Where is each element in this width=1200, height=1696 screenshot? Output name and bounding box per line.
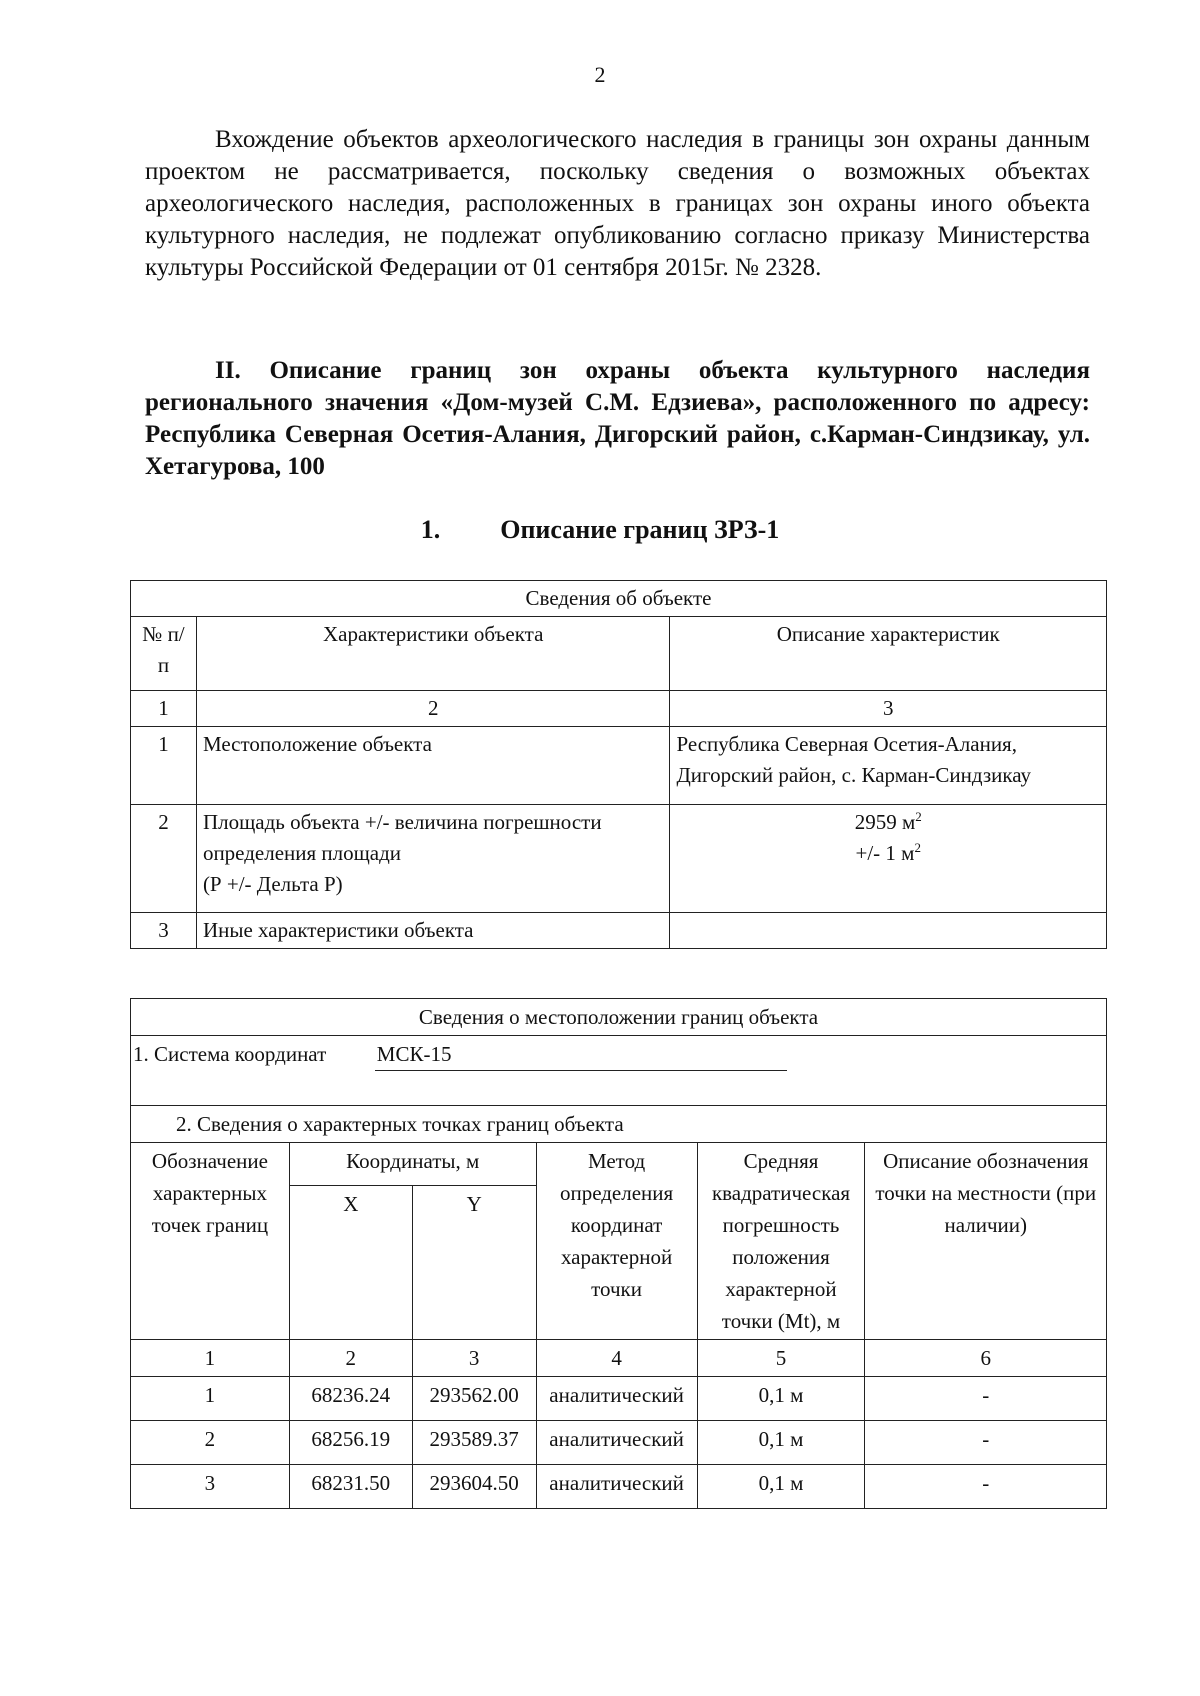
unit-power: 2	[914, 840, 921, 855]
table-row	[131, 805, 1107, 913]
location-table-caption: Сведения о местоположении границ объекта	[131, 999, 1107, 1036]
header-description: Описание характеристик	[670, 617, 1107, 691]
table-row	[131, 1377, 1107, 1421]
table-row	[131, 727, 1107, 805]
x-cell: 68256.19	[289, 1421, 412, 1465]
column-number-cell: 4	[536, 1340, 697, 1377]
header-rms: Средняя квадратическая погрешность положения характерной точки (Mt), м	[697, 1143, 865, 1340]
column-number-cell: 3	[412, 1340, 536, 1377]
header-y: Y	[412, 1186, 536, 1340]
area-error-line	[676, 838, 1100, 869]
column-number-cell: 5	[697, 1340, 865, 1377]
area-error: +/- 1 м	[855, 841, 915, 865]
column-number-cell: 2	[196, 691, 670, 727]
method-cell: аналитический	[536, 1421, 697, 1465]
characteristic-cell	[196, 805, 670, 913]
header-characteristics: Характеристики объекта	[196, 617, 670, 691]
description-cell: Республика Северная Осетия-Алания, Дигорский район, с. Карман-Синдзикау	[670, 727, 1107, 805]
location-table	[130, 998, 1107, 1509]
description-cell	[670, 805, 1107, 913]
object-table-caption: Сведения об объекте	[131, 581, 1107, 617]
point-cell: 3	[131, 1465, 290, 1509]
y-cell: 293589.37	[412, 1421, 536, 1465]
rms-cell: 0,1 м	[697, 1421, 865, 1465]
area-value-line	[676, 807, 1100, 838]
characteristic-cell: Местоположение объекта	[196, 727, 670, 805]
characteristic-cell: Иные характеристики объекта	[196, 913, 670, 949]
coord-system-value: МСК-15	[375, 1038, 787, 1071]
coord-system-label: 1. Система координат	[133, 1042, 327, 1066]
subsection-heading	[0, 515, 1200, 545]
column-number-cell: 1	[131, 1340, 290, 1377]
area-value: 2959 м	[854, 810, 916, 834]
column-number-cell: 2	[289, 1340, 412, 1377]
header-point-description: Описание обозначения точки на местности (при наличии)	[865, 1143, 1107, 1340]
subsection-title: Описание границ ЗРЗ-1	[500, 515, 780, 544]
point-description-cell: -	[865, 1377, 1107, 1421]
intro-paragraph: Вхождение объектов археологического наследия в границы зон охраны данным проектом не рассматривается, поскольку сведения о возможных объектах археологического наследия, расположенных в границах зон охраны иного объекта культурного наследия, не подлежат опубликованию согласно приказу Министерства культуры Российской Федерации от 01 сентября 2015г. № 2328.	[145, 126, 1090, 281]
point-cell: 2	[131, 1421, 290, 1465]
method-cell: аналитический	[536, 1377, 697, 1421]
header-x: X	[289, 1186, 412, 1340]
x-cell: 68231.50	[289, 1465, 412, 1509]
rms-cell: 0,1 м	[697, 1377, 865, 1421]
rms-cell: 0,1 м	[697, 1465, 865, 1509]
object-info-table	[130, 580, 1107, 949]
page-number: 2	[594, 62, 606, 87]
row-number: 2	[131, 805, 197, 913]
subsection-number: 1.	[420, 515, 441, 544]
header-designation: Обозначение характерных точек границ	[131, 1143, 290, 1340]
table-row	[131, 913, 1107, 949]
points-caption: 2. Сведения о характерных точках границ объекта	[131, 1106, 1107, 1143]
method-cell: аналитический	[536, 1465, 697, 1509]
coordinate-system-row	[131, 1036, 1107, 1106]
section-heading: II. Описание границ зон охраны объекта культурного наследия регионального значения «Дом-музей С.М. Едзиева», расположенного по адресу: Республика Северная Осетия-Алания, Дигорский район, с.Карман-Синдзикау, ул. Хетагурова, 100	[145, 357, 1090, 480]
unit-power: 2	[915, 809, 922, 824]
characteristic-text: Площадь объекта +/- величина погрешности определения площади	[202, 810, 602, 865]
x-cell: 68236.24	[289, 1377, 412, 1421]
column-number-cell: 1	[131, 691, 197, 727]
table-row	[131, 1421, 1107, 1465]
description-cell	[670, 913, 1107, 949]
row-number: 3	[131, 913, 197, 949]
y-cell: 293562.00	[412, 1377, 536, 1421]
table-row	[131, 1465, 1107, 1509]
point-description-cell: -	[865, 1465, 1107, 1509]
header-coordinates: Координаты, м	[289, 1143, 536, 1186]
row-number: 1	[131, 727, 197, 805]
column-number-cell: 6	[865, 1340, 1107, 1377]
header-method: Метод определения координат характерной точки	[536, 1143, 697, 1340]
point-description-cell: -	[865, 1421, 1107, 1465]
header-number: № п/п	[131, 617, 197, 691]
point-cell: 1	[131, 1377, 290, 1421]
characteristic-extra: (Р +/- Дельта Р)	[202, 872, 343, 896]
column-number-cell: 3	[670, 691, 1107, 727]
y-cell: 293604.50	[412, 1465, 536, 1509]
